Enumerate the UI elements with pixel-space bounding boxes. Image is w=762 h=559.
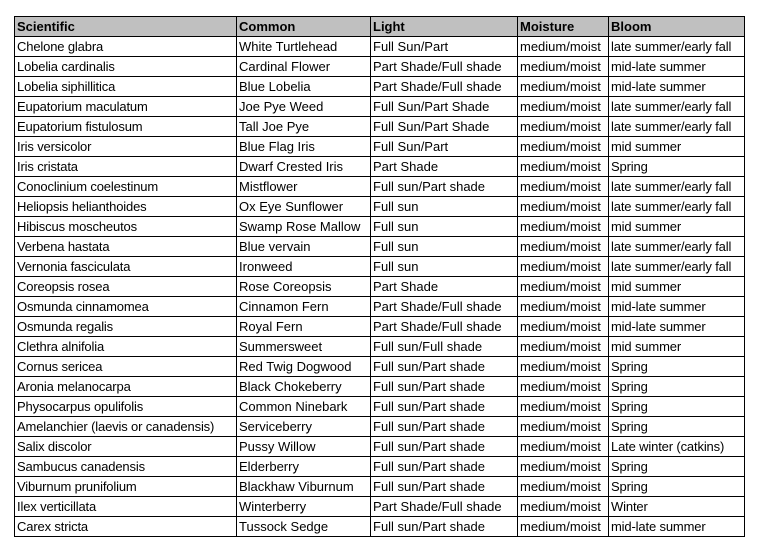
cell-common[interactable]: Joe Pye Weed xyxy=(237,97,371,117)
cell-scientific[interactable]: Carex stricta xyxy=(15,517,237,537)
cell-light[interactable]: Full sun xyxy=(371,257,518,277)
cell-moisture[interactable]: medium/moist xyxy=(518,397,609,417)
cell-scientific[interactable]: Coreopsis rosea xyxy=(15,277,237,297)
cell-bloom[interactable]: mid-late summer xyxy=(609,57,745,77)
cell-scientific[interactable]: Iris versicolor xyxy=(15,137,237,157)
table-row xyxy=(15,197,745,217)
cell-common[interactable]: Cinnamon Fern xyxy=(237,297,371,317)
header-common[interactable]: Common xyxy=(237,17,371,37)
cell-scientific[interactable]: Hibiscus moscheutos xyxy=(15,217,237,237)
table-row xyxy=(15,217,745,237)
cell-scientific[interactable]: Eupatorium maculatum xyxy=(15,97,237,117)
cell-bloom[interactable]: Spring xyxy=(609,417,745,437)
cell-common[interactable]: Tussock Sedge xyxy=(237,517,371,537)
cell-scientific[interactable]: Clethra alnifolia xyxy=(15,337,237,357)
cell-scientific[interactable]: Heliopsis helianthoides xyxy=(15,197,237,217)
cell-moisture[interactable]: medium/moist xyxy=(518,237,609,257)
cell-moisture[interactable]: medium/moist xyxy=(518,157,609,177)
cell-bloom[interactable]: mid summer xyxy=(609,337,745,357)
cell-common[interactable]: Rose Coreopsis xyxy=(237,277,371,297)
cell-light[interactable]: Full sun/Part shade xyxy=(371,357,518,377)
cell-light[interactable]: Full sun/Part shade xyxy=(371,437,518,457)
cell-common[interactable]: Blue vervain xyxy=(237,237,371,257)
header-light[interactable]: Light xyxy=(371,17,518,37)
table-row xyxy=(15,177,745,197)
cell-scientific[interactable]: Verbena hastata xyxy=(15,237,237,257)
cell-light[interactable]: Full sun/Part shade xyxy=(371,177,518,197)
cell-moisture[interactable]: medium/moist xyxy=(518,57,609,77)
cell-scientific[interactable]: Osmunda cinnamomea xyxy=(15,297,237,317)
cell-light[interactable]: Full sun/Part shade xyxy=(371,517,518,537)
cell-light[interactable]: Full sun xyxy=(371,217,518,237)
cell-moisture[interactable]: medium/moist xyxy=(518,477,609,497)
cell-scientific[interactable]: Chelone glabra xyxy=(15,37,237,57)
table-row xyxy=(15,277,745,297)
table-row xyxy=(15,317,745,337)
table-row xyxy=(15,437,745,457)
cell-scientific[interactable]: Physocarpus opulifolis xyxy=(15,397,237,417)
table-row xyxy=(15,97,745,117)
cell-light[interactable]: Full sun/Part shade xyxy=(371,397,518,417)
cell-moisture[interactable]: medium/moist xyxy=(518,377,609,397)
cell-scientific[interactable]: Iris cristata xyxy=(15,157,237,177)
table-body xyxy=(15,37,745,537)
spreadsheet-area xyxy=(14,16,745,537)
table-row xyxy=(15,157,745,177)
table-row xyxy=(15,297,745,317)
cell-moisture[interactable]: medium/moist xyxy=(518,457,609,477)
table-row xyxy=(15,417,745,437)
header-moisture[interactable]: Moisture xyxy=(518,17,609,37)
table-header xyxy=(15,17,745,37)
plant-table xyxy=(14,16,745,537)
cell-light[interactable]: Part Shade/Full shade xyxy=(371,77,518,97)
cell-moisture[interactable]: medium/moist xyxy=(518,217,609,237)
cell-light[interactable]: Part Shade xyxy=(371,157,518,177)
cell-moisture[interactable]: medium/moist xyxy=(518,117,609,137)
table-row xyxy=(15,337,745,357)
cell-moisture[interactable]: medium/moist xyxy=(518,317,609,337)
cell-common[interactable]: Summersweet xyxy=(237,337,371,357)
cell-bloom[interactable]: Spring xyxy=(609,357,745,377)
cell-light[interactable]: Part Shade xyxy=(371,277,518,297)
cell-scientific[interactable]: Cornus sericea xyxy=(15,357,237,377)
cell-light[interactable]: Full sun xyxy=(371,197,518,217)
cell-light[interactable]: Full sun/Part shade xyxy=(371,477,518,497)
cell-scientific[interactable]: Aronia melanocarpa xyxy=(15,377,237,397)
table-row xyxy=(15,377,745,397)
cell-common[interactable]: Royal Fern xyxy=(237,317,371,337)
cell-moisture[interactable]: medium/moist xyxy=(518,517,609,537)
cell-bloom[interactable]: Spring xyxy=(609,377,745,397)
cell-light[interactable]: Full Sun/Part xyxy=(371,37,518,57)
table-row xyxy=(15,37,745,57)
table-row xyxy=(15,397,745,417)
cell-common[interactable]: Tall Joe Pye xyxy=(237,117,371,137)
cell-bloom[interactable]: late summer/early fall xyxy=(609,177,745,197)
cell-light[interactable]: Part Shade/Full shade xyxy=(371,297,518,317)
table-row xyxy=(15,497,745,517)
cell-common[interactable]: Common Ninebark xyxy=(237,397,371,417)
table-row xyxy=(15,57,745,77)
cell-light[interactable]: Full sun/Part shade xyxy=(371,417,518,437)
cell-common[interactable]: Elderberry xyxy=(237,457,371,477)
cell-bloom[interactable]: late summer/early fall xyxy=(609,237,745,257)
cell-common[interactable]: Blackhaw Viburnum xyxy=(237,477,371,497)
cell-light[interactable]: Full sun/Part shade xyxy=(371,457,518,477)
cell-bloom[interactable]: late summer/early fall xyxy=(609,197,745,217)
cell-light[interactable]: Full Sun/Part Shade xyxy=(371,97,518,117)
cell-moisture[interactable]: medium/moist xyxy=(518,437,609,457)
cell-common[interactable]: Ironweed xyxy=(237,257,371,277)
cell-bloom[interactable]: Spring xyxy=(609,157,745,177)
cell-moisture[interactable]: medium/moist xyxy=(518,417,609,437)
cell-scientific[interactable]: Amelanchier (laevis or canadensis) xyxy=(15,417,237,437)
cell-scientific[interactable]: Ilex verticillata xyxy=(15,497,237,517)
cell-bloom[interactable]: late summer/early fall xyxy=(609,97,745,117)
cell-light[interactable]: Part Shade/Full shade xyxy=(371,57,518,77)
cell-moisture[interactable]: medium/moist xyxy=(518,337,609,357)
header-bloom[interactable]: Bloom xyxy=(609,17,745,37)
cell-common[interactable]: Pussy Willow xyxy=(237,437,371,457)
table-row xyxy=(15,517,745,537)
table-row xyxy=(15,237,745,257)
cell-moisture[interactable]: medium/moist xyxy=(518,257,609,277)
cell-bloom[interactable]: Winter xyxy=(609,497,745,517)
cell-scientific[interactable]: Conoclinium coelestinum xyxy=(15,177,237,197)
cell-scientific[interactable]: Salix discolor xyxy=(15,437,237,457)
table-row xyxy=(15,77,745,97)
cell-moisture[interactable]: medium/moist xyxy=(518,497,609,517)
cell-common[interactable]: Dwarf Crested Iris xyxy=(237,157,371,177)
cell-moisture[interactable]: medium/moist xyxy=(518,137,609,157)
cell-light[interactable]: Part Shade/Full shade xyxy=(371,497,518,517)
cell-bloom[interactable]: late summer/early fall xyxy=(609,37,745,57)
cell-scientific[interactable]: Eupatorium fistulosum xyxy=(15,117,237,137)
cell-common[interactable]: Winterberry xyxy=(237,497,371,517)
cell-bloom[interactable]: mid summer xyxy=(609,277,745,297)
cell-bloom[interactable]: Spring xyxy=(609,477,745,497)
cell-bloom[interactable]: late summer/early fall xyxy=(609,117,745,137)
header-scientific[interactable]: Scientific xyxy=(15,17,237,37)
cell-scientific[interactable]: Lobelia cardinalis xyxy=(15,57,237,77)
cell-moisture[interactable]: medium/moist xyxy=(518,97,609,117)
table-row xyxy=(15,357,745,377)
cell-moisture[interactable]: medium/moist xyxy=(518,37,609,57)
cell-common[interactable]: White Turtlehead xyxy=(237,37,371,57)
cell-scientific[interactable]: Osmunda regalis xyxy=(15,317,237,337)
table-row xyxy=(15,137,745,157)
cell-bloom[interactable]: mid summer xyxy=(609,217,745,237)
cell-scientific[interactable]: Lobelia siphillitica xyxy=(15,77,237,97)
cell-common[interactable]: Blue Lobelia xyxy=(237,77,371,97)
table-row xyxy=(15,117,745,137)
cell-bloom[interactable]: late summer/early fall xyxy=(609,257,745,277)
cell-moisture[interactable]: medium/moist xyxy=(518,357,609,377)
cell-bloom[interactable]: mid-late summer xyxy=(609,77,745,97)
cell-common[interactable]: Mistflower xyxy=(237,177,371,197)
cell-bloom[interactable]: Spring xyxy=(609,397,745,417)
cell-light[interactable]: Full Sun/Part xyxy=(371,137,518,157)
cell-moisture[interactable]: medium/moist xyxy=(518,277,609,297)
cell-common[interactable]: Serviceberry xyxy=(237,417,371,437)
cell-bloom[interactable]: Spring xyxy=(609,457,745,477)
cell-bloom[interactable]: mid-late summer xyxy=(609,297,745,317)
cell-moisture[interactable]: medium/moist xyxy=(518,197,609,217)
cell-common[interactable]: Black Chokeberry xyxy=(237,377,371,397)
cell-bloom[interactable]: mid-late summer xyxy=(609,317,745,337)
cell-light[interactable]: Full Sun/Part Shade xyxy=(371,117,518,137)
cell-common[interactable]: Cardinal Flower xyxy=(237,57,371,77)
cell-bloom[interactable]: mid summer xyxy=(609,137,745,157)
cell-light[interactable]: Full sun/Full shade xyxy=(371,337,518,357)
cell-bloom[interactable]: mid-late summer xyxy=(609,517,745,537)
cell-moisture[interactable]: medium/moist xyxy=(518,177,609,197)
cell-common[interactable]: Ox Eye Sunflower xyxy=(237,197,371,217)
cell-light[interactable]: Part Shade/Full shade xyxy=(371,317,518,337)
cell-scientific[interactable]: Sambucus canadensis xyxy=(15,457,237,477)
cell-scientific[interactable]: Viburnum prunifolium xyxy=(15,477,237,497)
cell-light[interactable]: Full sun/Part shade xyxy=(371,377,518,397)
cell-moisture[interactable]: medium/moist xyxy=(518,297,609,317)
cell-common[interactable]: Blue Flag Iris xyxy=(237,137,371,157)
table-row xyxy=(15,457,745,477)
cell-light[interactable]: Full sun xyxy=(371,237,518,257)
cell-moisture[interactable]: medium/moist xyxy=(518,77,609,97)
cell-scientific[interactable]: Vernonia fasciculata xyxy=(15,257,237,277)
table-row xyxy=(15,477,745,497)
header-row xyxy=(15,17,745,37)
table-row xyxy=(15,257,745,277)
cell-bloom[interactable]: Late winter (catkins) xyxy=(609,437,745,457)
cell-common[interactable]: Swamp Rose Mallow xyxy=(237,217,371,237)
cell-common[interactable]: Red Twig Dogwood xyxy=(237,357,371,377)
